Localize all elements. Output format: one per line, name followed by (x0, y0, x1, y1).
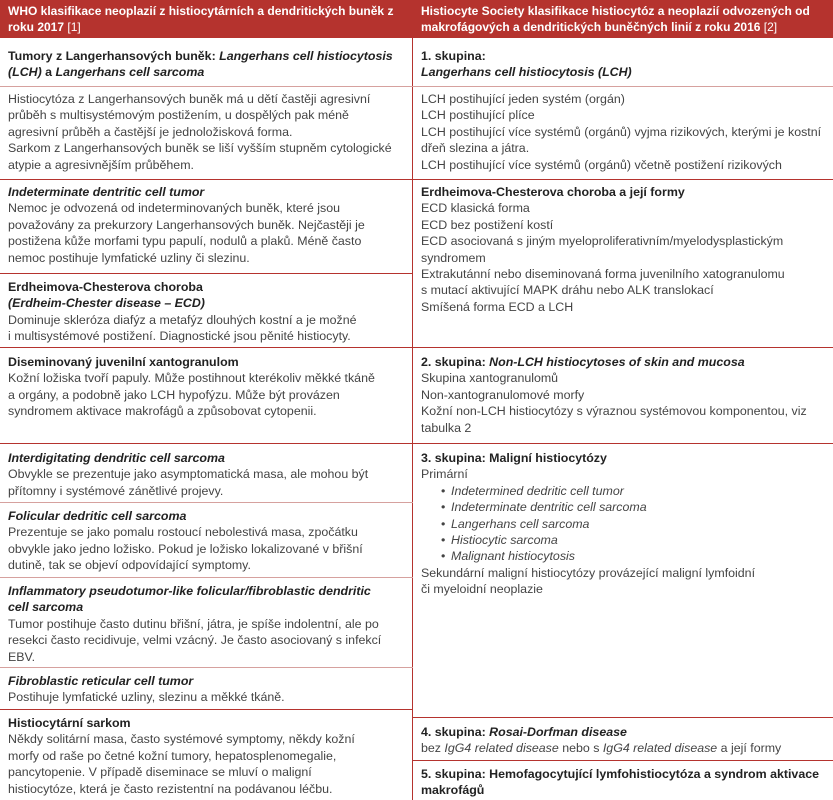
hs-title: Histiocytární sarkom (8, 716, 131, 730)
lch-body-line: průběh s multisystémovým postižením, u dospělých pak méně (8, 108, 349, 123)
ecd-title-en: (Erdheim-Chester disease – ECD) (8, 296, 205, 311)
group4-text: nebo s (558, 741, 603, 756)
group1-title-en: Langerhans cell histiocytosis (LCH) (421, 65, 632, 80)
group4-text: bez (421, 741, 445, 756)
hs-body-line: morfy od raše po četné kožní tumory, hepatosplenomegalie, (8, 748, 337, 763)
separator (0, 667, 413, 668)
separator (0, 709, 413, 710)
group3-bullet: • Malignant histiocytosis (451, 548, 825, 564)
right-header-title: Histiocyte Society klasifikace histiocytóz a neoplazií odvozených od makrofágových a dendritických buněčných linií z roku 2016 (421, 4, 810, 34)
group2-body-line: Non-xantogranulomové morfy (421, 387, 585, 402)
ecd-forms-line: syndromem (421, 250, 486, 265)
ipt-body-line: Tumor postihuje často dutinu břišní, játra, je spíše indolentní, ale po (8, 616, 379, 631)
lch-title-sarcoma: Langerhans cell sarcoma (55, 65, 205, 80)
separator (413, 179, 833, 180)
lch-title-and: a (41, 65, 56, 80)
fdcs-cell (0, 505, 413, 574)
separator (0, 347, 413, 348)
group1-body-line: LCH postihující plíce (421, 108, 535, 123)
hs-body-line: pancytopenie. V případě diseminace se mluví o maligní (8, 765, 312, 780)
ipt-body-line: resekci často recidivuje, velmi vzácný. Je často asociovaný s infekcí (8, 633, 382, 648)
group5-title-cont: makrofágů (421, 783, 485, 798)
lch-body-line: Histiocytóza z Langerhansových buněk má u dětí častěji agresivní (8, 92, 371, 106)
group3-cell (413, 447, 833, 597)
hs-body-line: histiocytóze, která je často rezistentní na podávanou léčbu. (8, 781, 333, 796)
idct-cell (0, 181, 413, 266)
idct-title: Indeterminate dentritic cell tumor (8, 185, 205, 199)
idct-body-line: nemoc postihuje lymfatické uzliny či slezinu. (8, 250, 250, 265)
ecd-forms-line: ECD klasická forma (421, 201, 530, 216)
ecd-forms-cell (413, 181, 833, 315)
group4-title-italic: Rosai-Dorfman disease (489, 725, 627, 739)
ipt-title: Inflammatory pseudotumor-like folicular/fibroblastic dendritic (8, 584, 371, 598)
ecd-forms-title: Erdheimova-Chesterova choroba a její formy (421, 185, 685, 199)
group1-body-line: dřeň slezina a játra. (421, 141, 530, 156)
group3-outro-line: či myeloidní neoplazie (421, 582, 543, 596)
right-column (413, 0, 833, 800)
separator (413, 443, 833, 444)
group4-title (421, 724, 825, 740)
lch-title-cell (0, 45, 413, 81)
separator (413, 717, 833, 718)
separator (0, 502, 413, 503)
group3-outro-line: Sekundární maligní histiocytózy provázející maligní lymfoidní (421, 565, 756, 580)
ecd-forms-line: ECD bez postižení kostí (421, 217, 554, 232)
lch-body-line: Sarkom z Langerhansových buněk se liší vyšším stupněm cytologické (8, 141, 392, 156)
group1-body-line: LCH postihující více systémů (orgánů) včetně postižení rizikových (421, 157, 782, 172)
group4-cell (413, 721, 833, 757)
ecd-forms-line: s mutací aktivující MAPK dráhu nebo ALK translokací (421, 283, 714, 298)
ecd-forms-line: Extrakutánní nebo diseminovaná forma juvenilního xatogranulomu (421, 266, 785, 281)
ecd-forms-line: Smíšená forma ECD a LCH (421, 299, 574, 314)
group2-title-italic: Non-LCH histiocytoses of skin and mucosa (489, 355, 745, 369)
jxg-body-line: Kožní ložiska tvoří papuly. Může postihnout kterékoliv měkké tkáně (8, 371, 375, 386)
group5-cell (413, 763, 833, 799)
ipt-body-line: EBV. (8, 649, 36, 664)
idcs-body-line: přítomny i systémové zánětlivé projevy. (8, 483, 224, 498)
separator (0, 577, 413, 578)
lch-title-abbr: (LCH) (8, 65, 42, 80)
frct-body-line: Postihuje lymfatické uzliny, slezinu a měkké tkáně. (8, 690, 285, 705)
ecd-cell (0, 276, 413, 345)
frct-title: Fibroblastic reticular cell tumor (8, 674, 194, 688)
separator (0, 273, 413, 274)
lch-title (8, 48, 405, 64)
group2-title (421, 354, 825, 370)
group4-body (421, 740, 825, 756)
group1-body-line: LCH postihující jeden systém (orgán) (421, 92, 625, 106)
group3-bullet: • Indetermined dedritic cell tumor (451, 483, 825, 499)
right-header (413, 0, 833, 38)
group2-title-plain: 2. skupina: (421, 355, 490, 369)
group4-text-italic: IgG4 related disease (602, 741, 718, 756)
left-header-ref: [1] (67, 19, 81, 34)
group3-bullet: • Histiocytic sarcoma (451, 532, 825, 548)
hs-cell (0, 712, 413, 797)
separator (413, 86, 833, 87)
separator (0, 86, 413, 87)
ecd-title: Erdheimova-Chesterova choroba (8, 280, 203, 294)
idcs-title: Interdigitating dendritic cell sarcoma (8, 451, 225, 465)
ecd-body-line: i multisystémové postižení. Diagnostické jsou pěnité histiocyty. (8, 329, 351, 344)
group3-bullet: • Langerhans cell sarcoma (451, 516, 825, 532)
separator (413, 347, 833, 348)
group1-body (413, 88, 833, 173)
ipt-title-cont: cell sarcoma (8, 600, 84, 615)
group4-text-italic: IgG4 related disease (444, 741, 559, 756)
group1-title: 1. skupina: (421, 49, 486, 63)
idcs-cell (0, 447, 413, 499)
separator (0, 179, 413, 180)
group2-body-line: Kožní non-LCH histiocytózy s výraznou systémovou komponentou, viz (421, 404, 807, 419)
lch-body-line: atypie a agresivnějším průběhem. (8, 157, 194, 172)
group2-body-line: tabulka 2 (421, 420, 472, 435)
group2-body-line: Skupina xantogranulomů (421, 371, 559, 386)
idct-body-line: Nemoc je odvozená od indeterminovaných buněk, které jsou (8, 201, 340, 216)
group1-body-line: LCH postihující více systémů (orgánů) vyjma rizikových, kterými je kostní (421, 124, 822, 139)
fdcs-body-line: Prezentuje se jako pomalu rostoucí nebolestivá masa, zpočátku (8, 525, 358, 540)
jxg-cell (0, 351, 413, 420)
jxg-body-line: a orgány, a podobně jako LCH hypofýzu. Může být provázen (8, 387, 340, 402)
group3-intro: Primární (421, 467, 468, 482)
group3-bullet: • Indeterminate dentritic cell sarcoma (451, 499, 825, 515)
hs-body-line: Někdy solitární masa, často systémové symptomy, někdy kožní (8, 732, 355, 747)
ecd-forms-line: ECD asociovaná s jiným myeloproliferativním/myelodysplastickým (421, 234, 784, 249)
lch-title-plain: Tumory z Langerhansových buněk: (8, 49, 220, 63)
group1-title-cell (413, 45, 833, 81)
group5-title: 5. skupina: Hemofagocytující lymfohistiocytóza a syndrom aktivace (421, 767, 819, 781)
group4-text: a její formy (717, 741, 782, 756)
lch-title-italic: Langerhans cell histiocytosis (219, 49, 393, 63)
frct-cell (0, 670, 413, 706)
idct-body-line: postižena kůže morfami typu papulí, nodulů a plaků. Méně často (8, 234, 362, 249)
lch-title-line2 (8, 64, 405, 80)
group4-title-plain: 4. skupina: (421, 725, 490, 739)
jxg-title: Diseminovaný juvenilní xantogranulom (8, 355, 239, 369)
left-header-title: WHO klasifikace neoplazií z histiocytárních a dendritických buněk z roku 2017 (8, 4, 394, 34)
separator (0, 443, 413, 444)
group3-title: 3. skupina: Maligní histiocytózy (421, 451, 607, 465)
lch-body-line: agresivní průběh a častější je jednoložisková forma. (8, 124, 293, 139)
left-header (0, 0, 413, 38)
right-header-ref: [2] (763, 19, 778, 34)
ipt-cell (0, 580, 413, 665)
separator (413, 760, 833, 761)
group3-bullet-list (421, 483, 825, 565)
jxg-body-line: syndromem aktivace makrofágů a způsobovat cytopenii. (8, 404, 317, 419)
ecd-body-line: Dominuje skleróza diafýz a metafýz dlouhých kostní a je možné (8, 312, 357, 327)
left-column (0, 0, 413, 800)
idcs-body-line: Obvykle se prezentuje jako asymptomatická masa, ale mohou být (8, 467, 369, 482)
fdcs-title: Folicular dedritic cell sarcoma (8, 509, 187, 523)
idct-body-line: považovány za prekurzory Langerhansových buněk. Nejčastěji je (8, 217, 365, 232)
fdcs-body-line: obvykle jako jedno ložisko. Pokud je ložisko lokalizované v břišní (8, 541, 363, 556)
group2-cell (413, 351, 833, 436)
lch-body (0, 88, 413, 173)
fdcs-body-line: dutině, tak se objeví odpovídající symptomy. (8, 558, 251, 573)
